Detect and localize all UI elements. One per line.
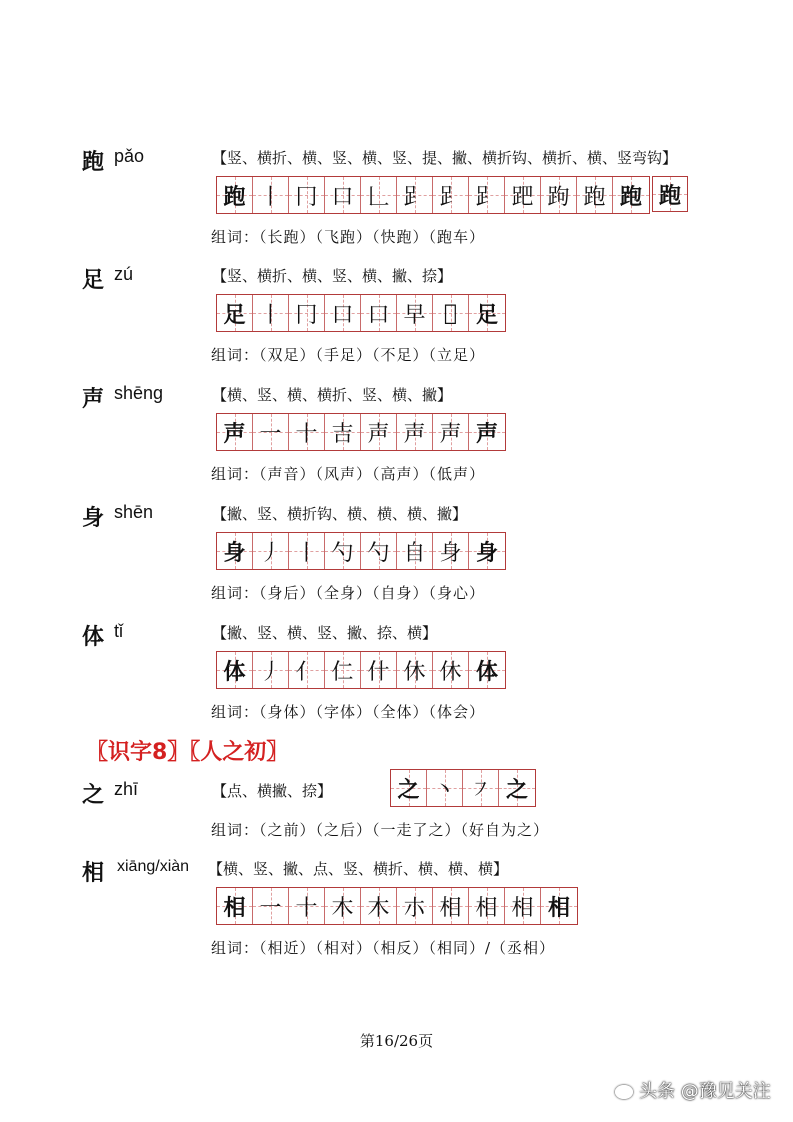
word-examples: 组词：（长跑）（飞跑）（快跑）（跑车） xyxy=(211,228,486,246)
stroke-step-char: 仁 xyxy=(331,659,354,685)
final-char-cell xyxy=(652,176,688,212)
entry-pinyin: pǎo xyxy=(114,146,145,166)
stroke-step-char: 早 xyxy=(403,302,426,328)
stroke-step-char: 丨 xyxy=(259,184,282,210)
entry-char: 之 xyxy=(82,783,105,808)
entry-pinyin: xiāng/xiàn xyxy=(117,858,190,875)
word-examples: 组词：（双足）（手足）（不足）（立足） xyxy=(211,346,486,364)
stroke-step-cell xyxy=(253,533,289,569)
stroke-step-cell xyxy=(325,888,361,924)
stroke-step-char: 亻 xyxy=(295,659,318,685)
stroke-step-char: 丿 xyxy=(259,659,282,685)
stroke-step-char: 足 xyxy=(223,302,246,328)
stroke-step-char: 一 xyxy=(259,421,282,447)
stroke-step-char: 口 xyxy=(367,302,390,328)
stroke-step-char: 之 xyxy=(505,777,528,803)
stroke-step-cell xyxy=(433,533,469,569)
stroke-step-cell xyxy=(325,533,361,569)
watermark xyxy=(615,1077,771,1103)
page-number: 第16/26页 xyxy=(359,1032,434,1050)
stroke-step-cell xyxy=(253,295,289,331)
stroke-step-cell xyxy=(499,770,535,806)
stroke-step-char: 𠯁 xyxy=(443,300,458,326)
stroke-step-cell xyxy=(391,770,427,806)
stroke-step-char: 丨 xyxy=(295,540,318,566)
stroke-step-cell xyxy=(433,414,469,450)
stroke-step-char: 身 xyxy=(439,540,462,566)
stroke-step-cell xyxy=(361,888,397,924)
entry-char: 足 xyxy=(82,268,105,293)
entry-char: 相 xyxy=(82,861,105,886)
stroke-step-cell xyxy=(289,414,325,450)
section-title: 〖识字8〗〖人之初〗 xyxy=(86,740,289,765)
stroke-step-char: 木 xyxy=(367,895,390,921)
entry-char: 体 xyxy=(82,625,105,650)
stroke-step-char: 自 xyxy=(403,540,426,566)
stroke-step-cell xyxy=(253,177,289,213)
stroke-step-char: 声 xyxy=(223,421,246,447)
stroke-step-cell xyxy=(469,533,505,569)
stroke-step-char: 跑 xyxy=(223,184,246,210)
stroke-step-cell xyxy=(361,295,397,331)
stroke-step-char: 声 xyxy=(439,421,462,447)
stroke-order: 【竖、横折、横、竖、横、撇、捺】 xyxy=(212,267,453,285)
stroke-step-cell xyxy=(397,414,433,450)
stroke-step-cell xyxy=(289,533,325,569)
stroke-step-cell xyxy=(427,770,463,806)
stroke-step-char: 足 xyxy=(475,302,498,328)
stroke-step-cell xyxy=(289,652,325,688)
stroke-step-char: ㇇ xyxy=(469,777,492,803)
stroke-step-cell xyxy=(361,177,397,213)
stroke-step-cell xyxy=(253,888,289,924)
stroke-step-cell xyxy=(397,177,433,213)
stroke-step-char: 木 xyxy=(331,895,354,921)
stroke-step-char: 声 xyxy=(475,421,498,447)
stroke-step-char: 相 xyxy=(475,895,498,921)
stroke-step-char: 十 xyxy=(295,895,318,921)
word-examples: 组词：（声音）（风声）（高声）（低声） xyxy=(211,465,486,483)
entry-char: 身 xyxy=(82,506,105,531)
stroke-step-cell xyxy=(289,177,325,213)
stroke-step-cell xyxy=(217,888,253,924)
entry-pinyin: shēng xyxy=(114,383,164,403)
entry-pinyin: zú xyxy=(114,264,134,284)
stroke-step-char: 休 xyxy=(403,659,426,685)
stroke-step-char: 𧾷 xyxy=(403,184,426,210)
stroke-step-char: 跑 xyxy=(619,184,642,210)
stroke-step-cell xyxy=(397,652,433,688)
stroke-step-cell xyxy=(397,295,433,331)
stroke-grid xyxy=(216,294,506,332)
stroke-order: 【横、竖、横、横折、竖、横、撇】 xyxy=(212,386,453,404)
stroke-step-char: 之 xyxy=(397,777,420,803)
stroke-step-char: 丨 xyxy=(259,302,282,328)
stroke-step-char: 体 xyxy=(223,659,246,685)
stroke-step-char: 休 xyxy=(439,659,462,685)
stroke-step-cell xyxy=(361,652,397,688)
stroke-step-char: 声 xyxy=(403,421,426,447)
stroke-step-char: 勺 xyxy=(367,540,390,566)
stroke-step-cell xyxy=(289,295,325,331)
stroke-step-char: 相 xyxy=(511,895,534,921)
stroke-step-char: 体 xyxy=(475,659,498,685)
stroke-step-cell xyxy=(433,295,469,331)
word-examples: 组词：（身体）（字体）（全体）（体会） xyxy=(211,703,486,721)
stroke-step-char: 𠃊 xyxy=(367,184,390,210)
stroke-step-char: 口 xyxy=(331,184,354,210)
stroke-step-char: 冂 xyxy=(295,302,318,328)
entry-pinyin: shēn xyxy=(114,502,154,522)
stroke-step-cell xyxy=(541,888,577,924)
stroke-step-cell xyxy=(505,888,541,924)
stroke-step-char: 勺 xyxy=(331,540,354,566)
stroke-grid xyxy=(216,651,506,689)
stroke-step-char: 跑 xyxy=(583,184,606,210)
stroke-step-cell xyxy=(463,770,499,806)
stroke-step-cell xyxy=(433,888,469,924)
stroke-step-cell xyxy=(217,533,253,569)
word-examples: 组词：（相近）（相对）（相反）（相同）/（丞相） xyxy=(211,939,556,957)
stroke-step-cell xyxy=(469,414,505,450)
stroke-step-char: 冂 xyxy=(295,184,318,210)
stroke-step-char: 口 xyxy=(331,302,354,328)
stroke-step-char: 身 xyxy=(223,540,246,566)
stroke-step-cell xyxy=(361,414,397,450)
stroke-step-cell xyxy=(433,652,469,688)
stroke-step-cell xyxy=(217,414,253,450)
stroke-step-cell xyxy=(577,177,613,213)
stroke-step-char: 什 xyxy=(367,659,390,685)
stroke-grid xyxy=(216,887,578,925)
stroke-step-cell xyxy=(325,414,361,450)
stroke-grid xyxy=(216,176,650,214)
stroke-step-cell xyxy=(397,533,433,569)
stroke-step-char: 朩 xyxy=(403,895,426,921)
entry-char: 跑 xyxy=(82,150,105,175)
stroke-grid xyxy=(216,532,506,570)
word-examples: 组词：（之前）（之后）（一走了之）（好自为之） xyxy=(211,821,550,839)
stroke-step-char: 跁 xyxy=(511,184,534,210)
stroke-step-char: 身 xyxy=(475,540,498,566)
stroke-step-cell xyxy=(469,295,505,331)
stroke-step-char: 相 xyxy=(223,895,246,921)
final-char: 跑 xyxy=(658,183,681,209)
stroke-step-char: 一 xyxy=(259,895,282,921)
stroke-step-cell xyxy=(253,414,289,450)
stroke-step-cell xyxy=(361,533,397,569)
stroke-step-char: 相 xyxy=(547,895,570,921)
stroke-step-cell xyxy=(217,177,253,213)
stroke-order: 【竖、横折、横、竖、横、竖、提、撇、横折钩、横折、横、竖弯钩】 xyxy=(212,149,678,167)
stroke-step-char: 跔 xyxy=(547,184,570,210)
entry-pinyin: tǐ xyxy=(114,621,123,641)
stroke-step-char: 声 xyxy=(367,421,390,447)
stroke-step-cell xyxy=(325,295,361,331)
stroke-step-char: 𧾷 xyxy=(475,184,498,210)
stroke-order: 【横、竖、撇、点、竖、横折、横、横、横】 xyxy=(208,860,509,878)
stroke-step-char: 𧾷 xyxy=(439,184,462,210)
stroke-step-char: 十 xyxy=(295,421,318,447)
stroke-step-cell xyxy=(505,177,541,213)
stroke-step-cell xyxy=(325,652,361,688)
stroke-step-char: 丿 xyxy=(259,540,282,566)
stroke-step-char: 吉 xyxy=(331,421,354,447)
stroke-step-cell xyxy=(469,177,505,213)
stroke-step-cell xyxy=(325,177,361,213)
camera-icon xyxy=(615,1085,633,1099)
stroke-step-char: 丶 xyxy=(433,777,456,803)
stroke-order: 【撇、竖、横、竖、撇、捺、横】 xyxy=(212,624,438,642)
watermark-text: 头条 @豫见关注 xyxy=(639,1081,771,1102)
word-examples: 组词：（身后）（全身）（自身）（身心） xyxy=(211,584,486,602)
stroke-step-cell xyxy=(469,652,505,688)
stroke-step-cell xyxy=(217,295,253,331)
stroke-step-cell xyxy=(469,888,505,924)
stroke-step-cell xyxy=(613,177,649,213)
stroke-grid xyxy=(216,413,506,451)
stroke-step-cell xyxy=(217,652,253,688)
stroke-step-cell xyxy=(289,888,325,924)
stroke-step-cell xyxy=(433,177,469,213)
stroke-step-cell xyxy=(397,888,433,924)
stroke-grid xyxy=(390,769,536,807)
stroke-step-char: 相 xyxy=(439,895,462,921)
stroke-step-cell xyxy=(253,652,289,688)
stroke-step-cell xyxy=(541,177,577,213)
stroke-order: 【点、横撇、捺】 xyxy=(212,782,333,800)
entry-char: 声 xyxy=(82,387,105,412)
entry-pinyin: zhī xyxy=(114,779,139,799)
stroke-order: 【撇、竖、横折钩、横、横、横、撇】 xyxy=(212,505,468,523)
